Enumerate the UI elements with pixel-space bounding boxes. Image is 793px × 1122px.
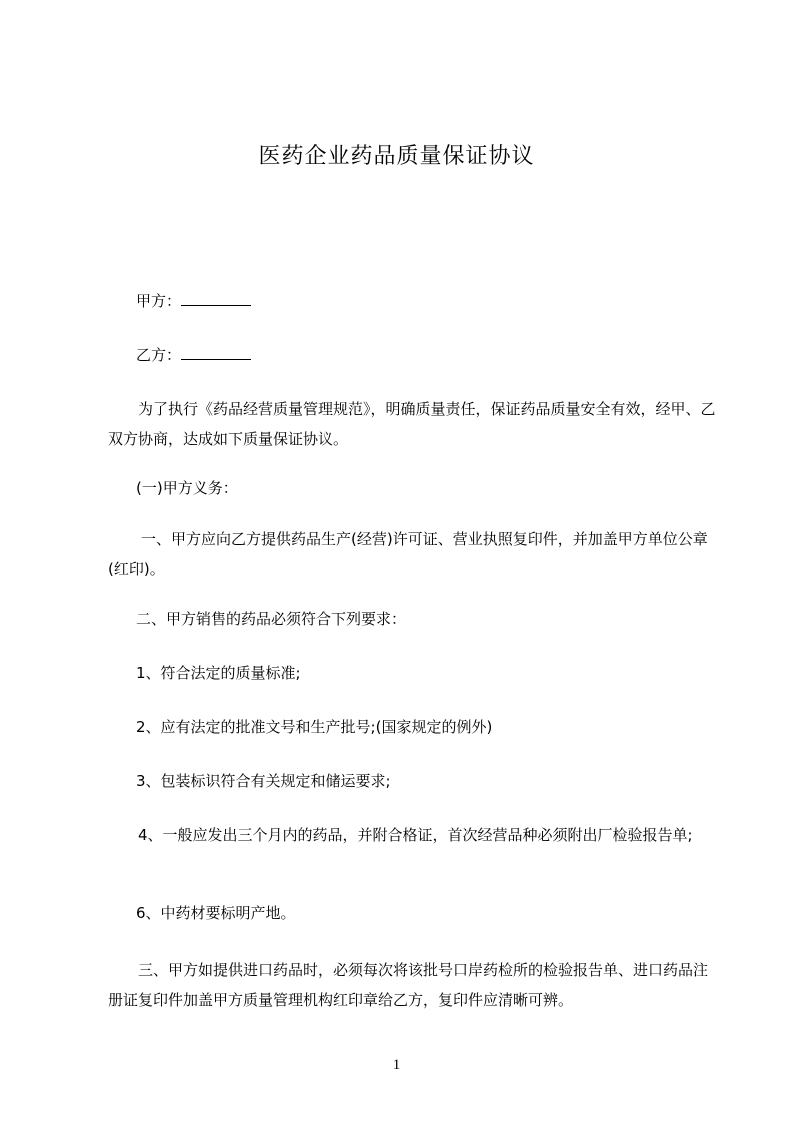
clause-1-paragraph: 一、甲方应向乙方提供药品生产(经营)许可证、营业执照复印件，并加盖甲方单位公章(红印)。 (108, 530, 708, 578)
section-a-heading: (一)甲方义务： (136, 479, 238, 497)
clause-2-heading: 二、甲方销售的药品必须符合下列要求： (136, 610, 407, 628)
list-item: 2、应有法定的批准文号和生产批号;(国家规定的例外) (136, 718, 493, 736)
intro-paragraph: 为了执行《药品经营质量管理规范》，明确质量责任，保证药品质量安全有效，经甲、乙双方协商，达成如下质量保证协议。 (108, 400, 716, 448)
list-item: 1、符合法定的质量标准; (136, 664, 301, 682)
list-item: 3、包装标识符合有关规定和储运要求; (136, 772, 391, 790)
party-a-label: 甲方： (136, 292, 182, 310)
party-a-blank (181, 291, 251, 306)
party-b-label: 乙方： (136, 346, 182, 364)
page-number: 1 (392, 1057, 401, 1073)
list-item: 4、一般应发出三个月内的药品，并附合格证，首次经营品种必须附出厂检验报告单; (138, 826, 693, 844)
party-a-line (136, 291, 746, 310)
clause-3-paragraph: 三、甲方如提供进口药品时，必须每次将该批号口岸药检所的检验报告单、进口药品注册证复印件加盖甲方质量管理机构红印章给乙方，复印件应清晰可辨。 (108, 961, 709, 1009)
party-b-blank (181, 345, 251, 360)
party-b-line (136, 345, 746, 364)
list-item: 6、中药材要标明产地。 (136, 904, 296, 922)
document-title: 医药企业药品质量保证协议 (258, 144, 535, 169)
